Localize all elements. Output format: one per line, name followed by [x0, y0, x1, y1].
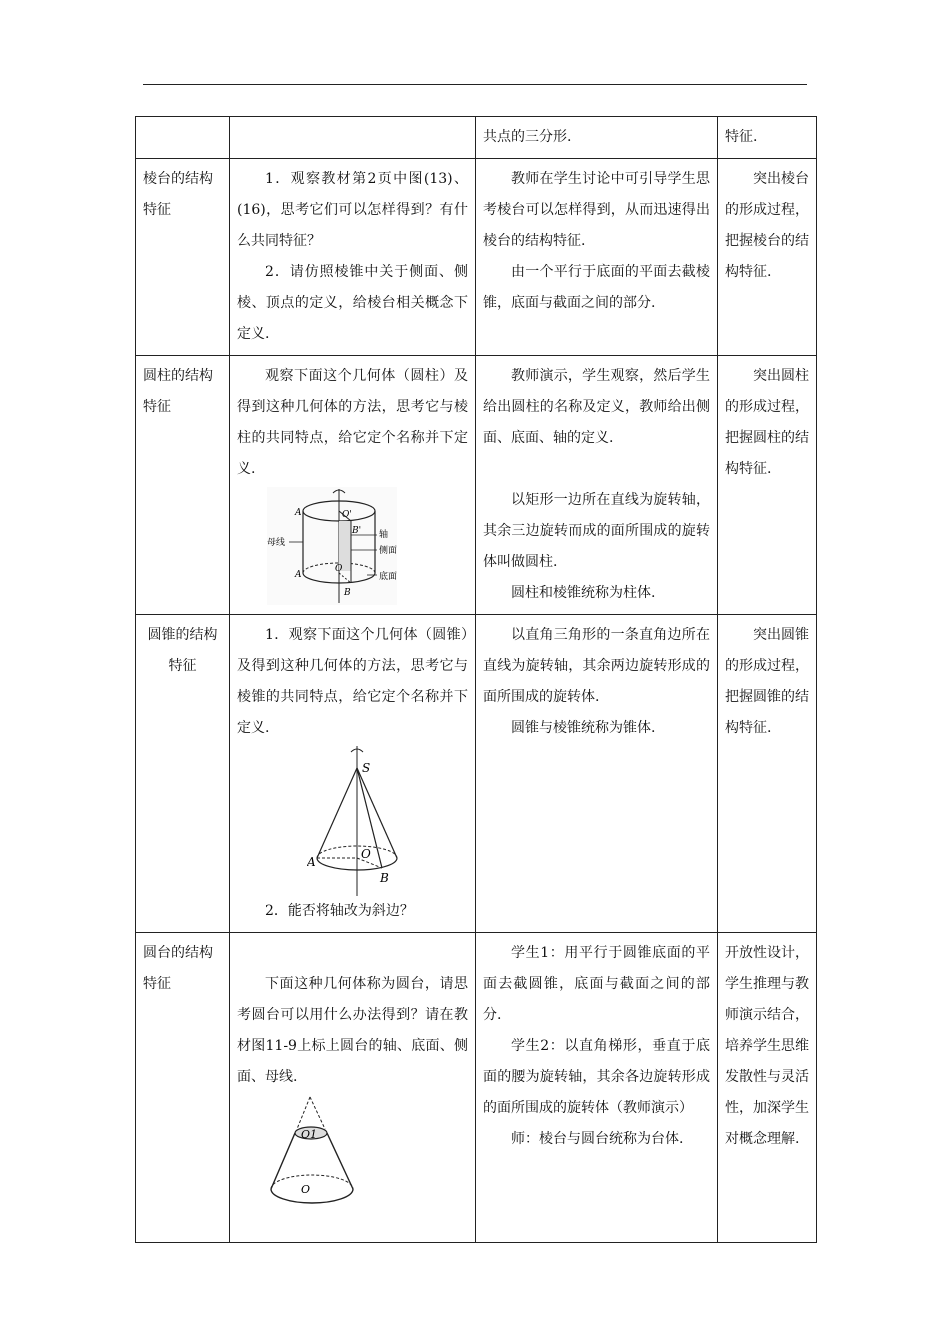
label-b: B: [344, 588, 351, 598]
table-row: [136, 615, 817, 933]
label-o-prime: O': [342, 510, 352, 520]
activity-text: 观察下面这个几何体（圆柱）及得到这种几何体的方法，思考它与棱柱的共同特点，给它定个名称并下定义.: [237, 368, 468, 477]
activity-cell: [230, 117, 476, 159]
goal-text: 开放性设计，学生推理与教师演示结合，培养学生思维发散性与灵活性，加深学生对概念理解.: [725, 945, 809, 1147]
teacher-text: 教师演示，学生观察，然后学生给出圆柱的名称及定义，教师给出侧面、底面、轴的定义.: [483, 368, 710, 446]
table-row: [136, 159, 817, 356]
teacher-cell: [476, 117, 718, 159]
table-row: [136, 356, 817, 615]
label-a: A: [307, 855, 316, 869]
teacher-cell: [476, 356, 718, 615]
label-generatrix: 母线: [267, 538, 286, 548]
goal-cell: [718, 356, 817, 615]
label-o: O: [301, 1183, 311, 1196]
goal-text: 突出棱台的形成过程，把握棱台的结构特征.: [725, 171, 809, 280]
goal-text: 特征.: [725, 129, 758, 145]
teacher-text: 以矩形一边所在直线为旋转轴，其余三边旋转而成的面所围成的旋转体叫做圆柱.: [483, 492, 710, 570]
header-rule: [143, 84, 807, 85]
teacher-text: 学生2：以直角梯形，垂直于底面的腰为旋转轴，其余各边旋转形成的面所围成的旋转体（教师演示）: [483, 1038, 710, 1116]
label-b: B: [380, 871, 389, 885]
table-row: [136, 933, 817, 1243]
topic-cell: 圆锥的结构特征: [136, 615, 230, 933]
label-o1: O1: [301, 1128, 318, 1141]
topic-cell: 圆柱的结构特征: [136, 356, 230, 615]
teacher-text: 圆柱和棱锥统称为柱体.: [511, 585, 656, 601]
goal-text: 突出圆柱的形成过程，把握圆柱的结构特征.: [725, 368, 809, 477]
activity-cell: [230, 933, 476, 1243]
goal-cell: [718, 159, 817, 356]
teacher-cell: [476, 615, 718, 933]
teacher-cell: [476, 159, 718, 356]
topic-cell: [136, 117, 230, 159]
topic-cell: 圆台的结构特征: [136, 933, 230, 1243]
teacher-text: 学生1：用平行于圆锥底面的平面去截圆锥，底面与截面之间的部分.: [483, 945, 710, 1023]
activity-cell: [230, 615, 476, 933]
label-side: 侧面: [379, 546, 397, 556]
activity-text: 1．观察下面这个几何体（圆锥）及得到这种几何体的方法，思考它与棱锥的共同特点，给它定个名称并下定义.: [237, 627, 468, 736]
activity-text: 下面这种几何体称为圆台，请思考圆台可以用什么办法得到？请在教材图11-9上标上圆台的轴、底面、侧面、母线.: [237, 976, 468, 1085]
activity-text: 1．观察教材第2页中图(13)、(16)，思考它们可以怎样得到？有什么共同特征？: [237, 171, 468, 249]
activity-cell: [230, 356, 476, 615]
label-b-prime: B': [352, 526, 362, 536]
frustum-figure: [267, 1095, 367, 1215]
table-row: [136, 117, 817, 159]
activity-cell: [230, 159, 476, 356]
label-a-bottom: A: [295, 570, 302, 580]
label-o: O: [335, 564, 343, 574]
teacher-text: 以直角三角形的一条直角边所在直线为旋转轴，其余两边旋转形成的面所围成的旋转体.: [483, 627, 710, 705]
label-o: O: [361, 847, 371, 861]
goal-cell: [718, 933, 817, 1243]
label-s: S: [362, 761, 371, 775]
cone-figure: [307, 746, 417, 896]
activity-text: 2．能否将轴改为斜边？: [265, 903, 414, 919]
teacher-cell: [476, 933, 718, 1243]
label-a-top: A: [295, 508, 302, 518]
activity-text: 2．请仿照棱锥中关于侧面、侧棱、顶点的定义，给棱台相关概念下定义.: [237, 264, 468, 342]
teacher-text: 由一个平行于底面的平面去截棱锥，底面与截面之间的部分.: [483, 264, 710, 311]
goal-cell: [718, 117, 817, 159]
lesson-table: [135, 116, 817, 1243]
cylinder-figure: [267, 487, 397, 605]
teacher-text: 共点的三分形.: [483, 129, 572, 145]
topic-cell: 棱台的结构特征: [136, 159, 230, 356]
goal-cell: [718, 615, 817, 933]
teacher-text: 教师在学生讨论中可引导学生思考棱台可以怎样得到，从而迅速得出棱台的结构特征.: [483, 171, 710, 249]
label-axis: 轴: [379, 530, 389, 540]
teacher-text: 圆锥与棱锥统称为锥体.: [511, 720, 656, 736]
label-base: 底面: [379, 572, 397, 582]
teacher-text: 师：棱台与圆台统称为台体.: [511, 1131, 684, 1147]
goal-text: 突出圆锥的形成过程，把握圆锥的结构特征.: [725, 627, 809, 736]
